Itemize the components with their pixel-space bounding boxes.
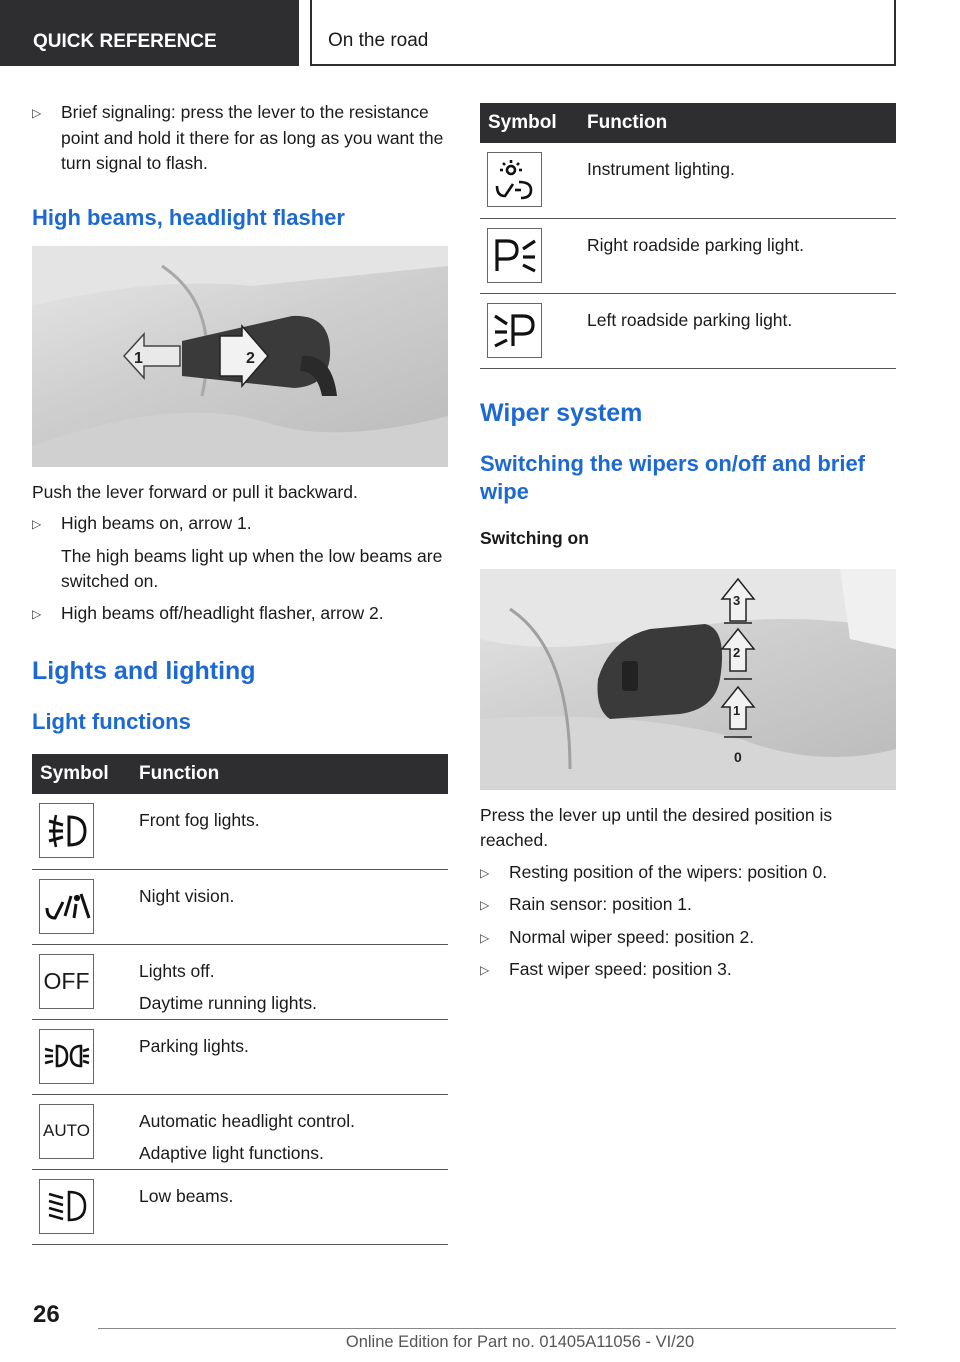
list-item: ▷ Normal wiper speed: position 2. — [480, 925, 896, 952]
wiper-lever-photo — [480, 569, 896, 790]
right-parking-light-icon — [487, 228, 542, 283]
triangle-bullet-icon: ▷ — [480, 963, 490, 977]
position-2-label: 2 — [733, 644, 741, 660]
edition-text: Online Edition for Part no. 01405A11056 - VI/20 — [345, 1333, 695, 1351]
subsection-heading: Switching the wipers on/off and brief wipe — [480, 450, 866, 504]
list-item: ▷ High beams off/headlight flasher, arrow 2. — [32, 601, 448, 628]
instrument-lighting-icon — [487, 152, 542, 207]
table-row: Front fog lights. — [32, 794, 448, 869]
list-item: ▷ Brief signaling: press the lever to the resistance point and hold it there for as long as you want the turn signal to flash. — [32, 100, 448, 177]
table-row: Low beams. — [32, 1169, 448, 1244]
subsection-heading: Light functions — [32, 709, 191, 734]
front-fog-lights-icon — [39, 803, 94, 858]
list-item: ▷ Rain sensor: position 1. — [480, 892, 896, 919]
position-0-label: 0 — [734, 748, 742, 765]
arrow-1-label: 1 — [134, 349, 143, 367]
list-item: ▷ Resting position of the wipers: position 0. — [480, 860, 896, 887]
list-item: ▷ Fast wiper speed: position 3. — [480, 957, 896, 984]
page-header — [0, 0, 960, 66]
night-vision-icon — [39, 879, 94, 934]
triangle-bullet-icon: ▷ — [480, 865, 490, 880]
chapter-title: On the road — [310, 0, 896, 66]
table-row: OFF Lights off. Daytime running lights. — [32, 944, 448, 1019]
triangle-bullet-icon: ▷ — [32, 106, 42, 120]
light-functions-table — [32, 754, 448, 1245]
table-row: AUTO Automatic headlight control. Adaptive light functions. — [32, 1094, 448, 1169]
footer-divider — [98, 1328, 896, 1329]
sub-text: The high beams light up when the low beams are switched on. — [61, 545, 443, 591]
parking-lights-icon — [39, 1029, 94, 1084]
left-column — [32, 100, 448, 1245]
off-icon: OFF — [39, 954, 94, 1009]
table-row: Right roadside parking light. — [480, 218, 896, 293]
parking-lights-table — [480, 103, 896, 369]
page-number: 26 — [33, 1301, 60, 1328]
lever-illustration — [32, 246, 448, 467]
instruction-text: Press the lever up until the desired position is reached. — [480, 804, 833, 850]
lever-photo — [32, 246, 448, 467]
triangle-bullet-icon: ▷ — [480, 930, 490, 945]
table-row: Night vision. — [32, 869, 448, 944]
table-row: Left roadside parking light. — [480, 293, 896, 368]
table-row: Parking lights. — [32, 1019, 448, 1094]
auto-icon: AUTO — [39, 1104, 94, 1159]
arrow-2-label: 2 — [246, 349, 255, 367]
section-tab[interactable]: QUICK REFERENCE — [0, 0, 299, 66]
low-beams-icon — [39, 1179, 94, 1234]
column-header: Symbol — [32, 754, 139, 794]
column-header: Function — [139, 754, 448, 794]
triangle-bullet-icon: ▷ — [480, 898, 490, 912]
instruction-text: Push the lever forward or pull it backward. — [32, 481, 358, 502]
position-1-label: 1 — [733, 702, 741, 718]
column-header: Function — [587, 103, 896, 143]
position-3-label: 3 — [733, 592, 741, 608]
list-item: ▷ High beams on, arrow 1. — [32, 511, 448, 538]
right-column — [480, 103, 896, 990]
triangle-bullet-icon: ▷ — [32, 606, 42, 621]
table-row: Instrument lighting. — [480, 143, 896, 218]
section-heading: Lights and lighting — [32, 657, 256, 685]
minor-heading: Switching on — [480, 527, 589, 548]
column-header: Symbol — [480, 103, 587, 143]
triangle-bullet-icon: ▷ — [32, 517, 42, 531]
left-parking-light-icon — [487, 303, 542, 358]
section-heading: High beams, headlight flasher — [32, 204, 345, 230]
section-heading: Wiper system — [480, 398, 643, 427]
wiper-illustration — [480, 569, 896, 790]
